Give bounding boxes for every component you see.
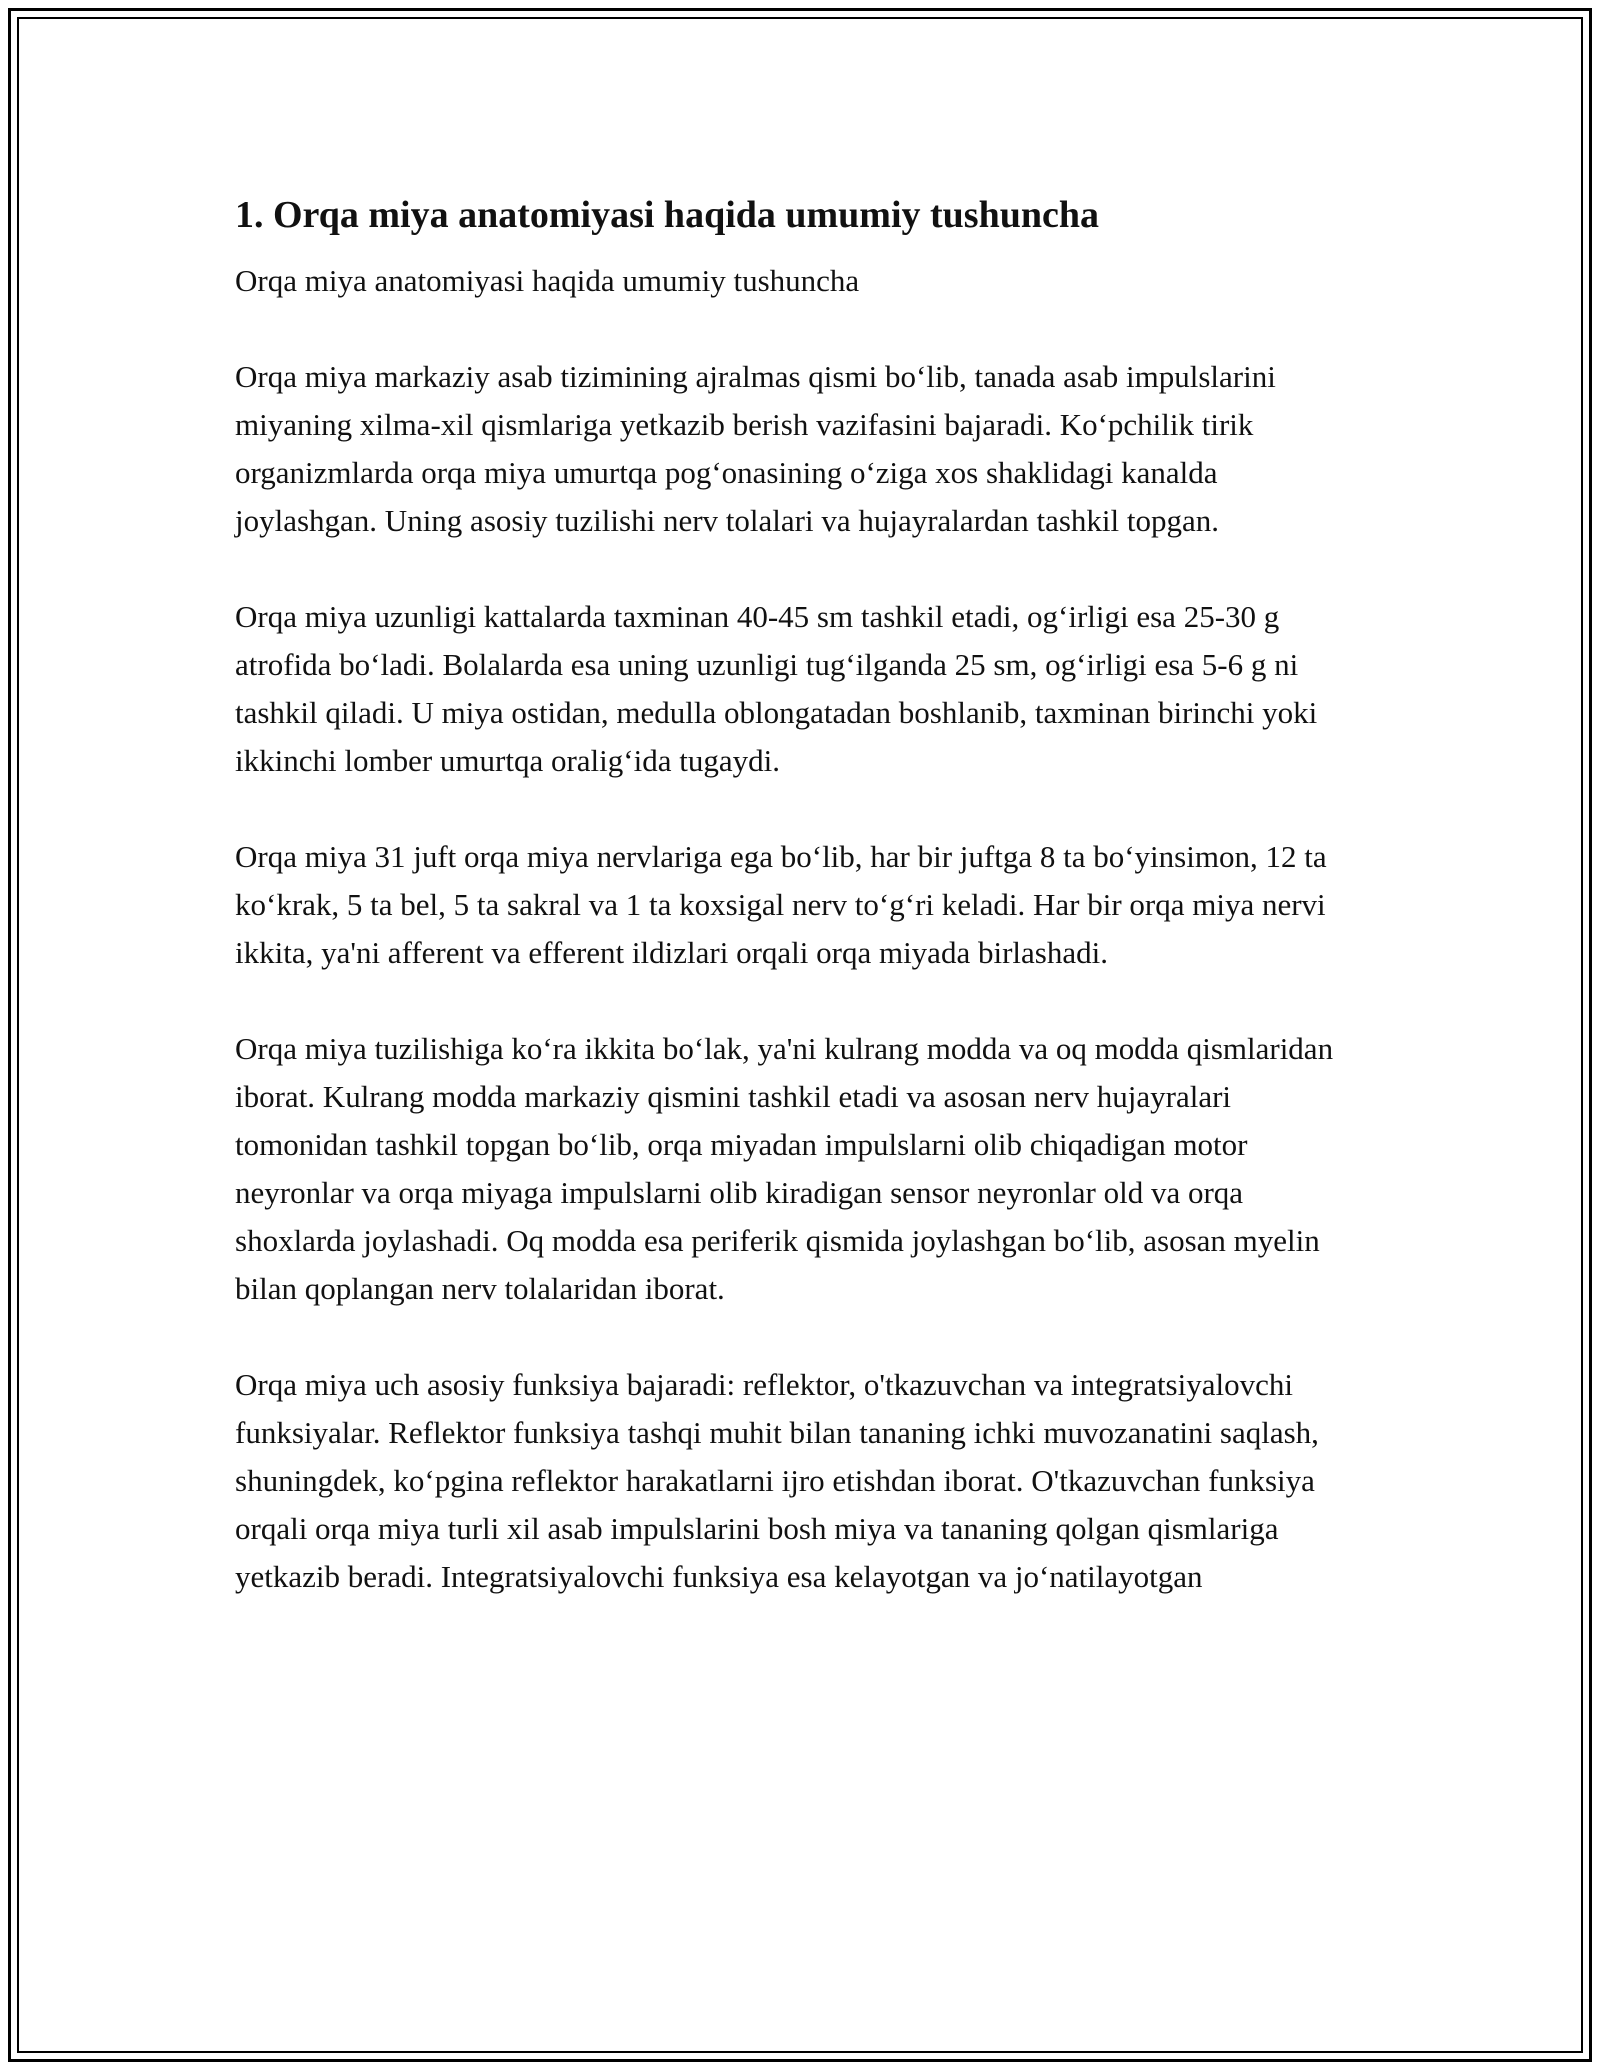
paragraph-dimensions: Orqa miya uzunligi kattalarda taxminan 40-45 sm tashkil etadi, og‘irligi esa 25-30 g atrofida bo‘ladi. Bolalarda esa uning uzunligi tug‘ilganda 25 sm, og‘irligi esa 5-6 g ni tashkil qiladi. U miya ostidan, medulla oblongatadan boshlanib, taxminan birinchi yoki ikkinchi lomber umurtqa oralig‘ida tugaydi. bbox=[235, 599, 1318, 778]
document-title: 1. Orqa miya anatomiyasi haqida umumiy tushuncha bbox=[235, 194, 1099, 236]
document-body bbox=[235, 187, 1365, 1601]
paragraph-gray-white-matter: Orqa miya tuzilishiga ko‘ra ikkita bo‘lak, ya'ni kulrang modda va oq modda qismlaridan iborat. Kulrang modda markaziy qismini tashkil etadi va asosan nerv hujayralari tomonidan tashkil topgan bo‘lib, orqa miyadan impulslarni olib chiqadigan motor neyronlar va orqa miyaga impulslarni olib kiradigan sensor neyronlar old va orqa shoxlarda joylashadi. Oq modda esa periferik qismida joylashgan bo‘lib, asosan myelin bilan qoplangan nerv tolalaridan iborat. bbox=[235, 1031, 1334, 1306]
paragraph-spinal-nerves: Orqa miya 31 juft orqa miya nervlariga ega bo‘lib, har bir juftga 8 ta bo‘yinsimon, 12 ta ko‘krak, 5 ta bel, 5 ta sakral va 1 ta koxsigal nerv to‘g‘ri keladi. Har bir orqa miya nervi ikkita, ya'ni afferent va efferent ildizlari orqali orqa miyada birlashadi. bbox=[235, 839, 1327, 970]
paragraph-overview: Orqa miya markaziy asab tizimining ajralmas qismi bo‘lib, tanada asab impulslarini miyaning xilma-xil qismlariga yetkazib berish vazifasini bajaradi. Ko‘pchilik tirik organizmlarda orqa miya umurtqa pog‘onasining o‘ziga xos shaklidagi kanalda joylashgan. Uning asosiy tuzilishi nerv tolalari va hujayralardan tashkil topgan. bbox=[235, 359, 1276, 538]
paragraph-functions: Orqa miya uch asosiy funksiya bajaradi: reflektor, o'tkazuvchan va integratsiyalovchi funksiyalar. Reflektor funksiya tashqi muhit bilan tananing ichki muvozanatini saqlash, shuningdek, ko‘pgina reflektor harakatlarni ijro etishdan iborat. O'tkazuvchan funksiya orqali orqa miya turli xil asab impulslarini bosh miya va tananing qolgan qismlariga yetkazib beradi. Integratsiyalovchi funksiya esa kelayotgan va jo‘natilayotgan bbox=[235, 1367, 1319, 1594]
document-subtitle: Orqa miya anatomiyasi haqida umumiy tushuncha bbox=[235, 263, 860, 298]
